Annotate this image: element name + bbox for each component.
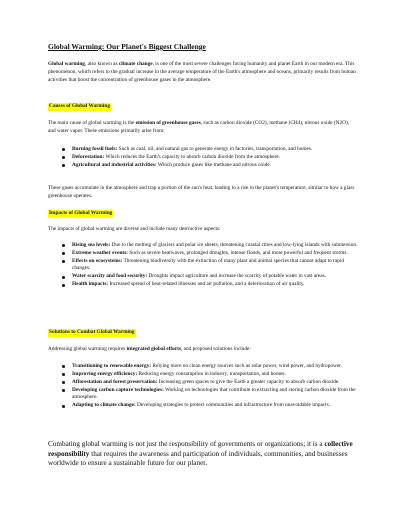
list-item — [62, 242, 358, 249]
closing-text-1: Combating global warming is not just the responsibility of governments or organizations; it is a — [48, 440, 325, 448]
intro-paragraph — [48, 61, 358, 84]
list-item — [62, 154, 358, 161]
impacts-intro: The impacts of global warming are diverse and include many destructive aspects: — [48, 226, 221, 232]
item-term: Water scarcity and food security: — [72, 273, 148, 280]
solutions-text-1: Addressing global warming requires — [48, 346, 127, 352]
list-item — [62, 363, 358, 370]
solutions-intro — [48, 346, 358, 354]
item-term: Deforestation: — [72, 154, 105, 160]
list-item — [62, 273, 358, 280]
impacts-list — [62, 242, 358, 289]
causes-paragraph — [48, 120, 358, 136]
intro-text-2: , is one of the most severe challenges facing humanity and planet Earth in our modern era. This phenomenon, which refers to the gradual increase in the average temperature of the Earth's atmosphere and oceans, primarily results from human activities that boost the concentration of greenhouse gases in the atmosphere. — [48, 61, 356, 83]
list-item — [62, 387, 358, 402]
list-item — [62, 379, 358, 386]
item-text: Due to the melting of glaciers and polar ice sheets, threatening coastal cities and low-lying islands with submersion. — [110, 242, 358, 248]
bullet-icon — [62, 244, 65, 247]
list-item — [62, 371, 358, 378]
causes-bold-term: emission of greenhouse gases — [135, 120, 201, 126]
item-term: Developing carbon capture technologies: — [72, 387, 164, 393]
item-text: Droughts impact agriculture and increase the scarcity of potable water in vast areas. — [147, 273, 326, 280]
item-term: Improving energy efficiency: — [72, 371, 138, 377]
closing-text-2: that requires the awareness and participation of individuals, communities, and businesses worldwide to ensure a sustainable future for our planet. — [48, 449, 348, 468]
intro-bold-term: climate change — [118, 61, 153, 67]
item-term: Effects on ecosystems: — [72, 258, 123, 264]
closing-bold-term: collective responsibility — [48, 440, 353, 458]
item-text: Which produce gases like methane and nitrous oxide. — [156, 162, 272, 168]
bullet-icon — [62, 381, 65, 384]
solutions-text-2: , and proposed solutions include: — [181, 346, 251, 352]
solutions-heading: Solutions to Combat Global Warming — [49, 329, 135, 335]
item-text: Which reduces the Earth's capacity to absorb carbon dioxide from the atmosphere. — [104, 154, 281, 160]
causes-text-2: , such as carbon dioxide (CO2), methane (CH4), nitrous oxide (N2O), and water vapor. These emissions primarily arise from: — [48, 120, 350, 134]
list-item — [62, 146, 358, 153]
item-text: Reducing energy consumption in industry, transportation, and homes. — [137, 371, 286, 377]
item-text: Threatening biodiversity with the extinction of many plant and animal species that cannot adapt to rapid changes. — [72, 258, 345, 272]
bullet-icon — [62, 148, 65, 151]
item-term: Afforestation and forest preservation: — [72, 379, 158, 385]
causes-heading: Causes of Global Warming — [49, 103, 110, 109]
item-text: Such as coal, oil, and natural gas to generate energy in factories, transportation, and homes. — [117, 146, 313, 152]
bullet-icon — [62, 405, 65, 408]
bullet-icon — [62, 260, 65, 263]
bullet-icon — [62, 373, 65, 376]
bullet-icon — [62, 389, 65, 392]
item-term: Transitioning to renewable energy: — [72, 363, 152, 369]
item-term: Health impacts: — [72, 281, 109, 288]
item-term: Agricultural and industrial activities: — [72, 162, 157, 168]
item-text: Relying more on clean energy sources such as solar power, wind power, and hydropower. — [151, 363, 342, 369]
item-term: Rising sea levels: — [72, 242, 111, 248]
item-text: Increased spread of heat-related illnesses and air pollution, and a deterioration of air quality. — [108, 281, 305, 288]
closing-paragraph — [48, 440, 360, 469]
item-text: Working on technologies that contribute to extracting and storing carbon dioxide from the atmosphere. — [72, 387, 356, 401]
bullet-icon — [62, 156, 65, 159]
item-term: Burning fossil fuels: — [72, 146, 118, 152]
bullet-icon — [62, 284, 65, 287]
intro-text-1: , also known as — [84, 61, 119, 67]
item-term: Adapting to climate change: — [72, 402, 136, 409]
list-item — [62, 402, 358, 409]
causes-list — [62, 146, 358, 170]
causes-text-1: The main cause of global warming is the — [48, 120, 136, 126]
bullet-icon — [62, 276, 65, 279]
bullet-icon — [62, 164, 65, 167]
causes-closing-paragraph: These gases accumulate in the atmosphere and trap a portion of the sun's heat, leading to a rise in the planet's temperature, similar to how a glass greenhouse operates. — [48, 185, 355, 199]
item-text: Such as severe heatwaves, prolonged droughts, intense floods, and more powerful and frequent storms. — [128, 250, 348, 256]
bullet-icon — [62, 252, 65, 255]
item-text: Increasing green spaces to give the Earth a greater capacity to absorb carbon dioxide. — [157, 379, 340, 385]
solutions-bold-term: integrated global efforts — [126, 346, 181, 352]
solutions-list — [62, 363, 358, 410]
document-title: Global Warming: Our Planet's Biggest Challenge — [48, 42, 206, 51]
item-text: Developing strategies to protect communities and infrastructure from unavoidable impacts. — [135, 402, 331, 409]
intro-lead: Global warming — [48, 61, 85, 67]
item-term: Extreme weather events: — [72, 250, 128, 256]
impacts-heading: Impacts of Global Warming — [49, 210, 113, 216]
list-item — [62, 258, 358, 273]
list-item — [62, 250, 358, 257]
list-item — [62, 281, 358, 288]
list-item — [62, 162, 358, 169]
bullet-icon — [62, 365, 65, 368]
